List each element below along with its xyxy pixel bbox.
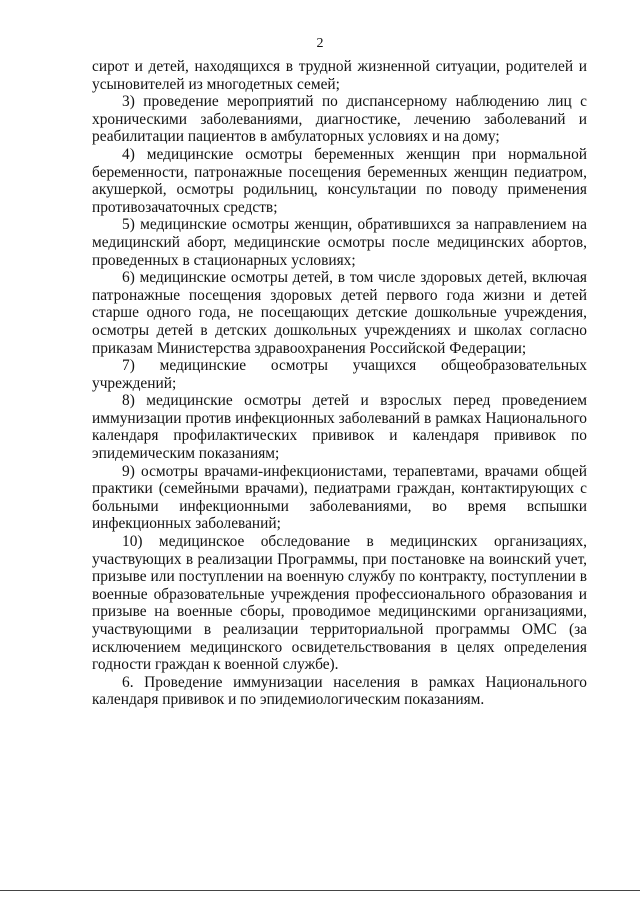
bottom-divider xyxy=(0,890,640,891)
paragraph-item-9: 9) осмотры врачами-инфекционистами, терапевтами, врачами общей практики (семейными врачами), педиатрами граждан, контактирующих с больными инфекционными заболеваниями, во время вспышки инфекционных заболеваний; xyxy=(92,462,587,533)
document-body xyxy=(92,58,587,709)
paragraph-item-6: 6) медицинские осмотры детей, в том числе здоровых детей, включая патронажные посещения здоровых детей первого года жизни и детей старше одного года, не посещающих детские дошкольные учреждения, осмотры детей в детских дошкольных учреждениях и школах согласно приказам Министерства здравоохранения Российской Федерации; xyxy=(92,269,587,357)
paragraph-item-10: 10) медицинское обследование в медицинских организациях, участвующих в реализации Программы, при постановке на воинский учет, призыве или поступлении на военную службу по контракту, поступлении в военные образовательные учреждения профессионального образования и призыве на военные сборы, проводимое медицинскими организациями, участвующими в реализации территориальной программы ОМС (за исключением медицинского освидетельствования в целях определения годности граждан к военной службе). xyxy=(92,533,587,674)
page-number: 2 xyxy=(316,36,324,51)
paragraph-continuation: сирот и детей, находящихся в трудной жизненной ситуации, родителей и усыновителей из многодетных семей; xyxy=(92,58,587,93)
paragraph-item-7: 7) медицинские осмотры учащихся общеобразовательных учреждений; xyxy=(92,357,587,392)
paragraph-item-3: 3) проведение мероприятий по диспансерному наблюдению лиц с хроническими заболеваниями, диагностике, лечению заболеваний и реабилитации пациентов в амбулаторных условиях и на дому; xyxy=(92,93,587,146)
paragraph-item-5: 5) медицинские осмотры женщин, обратившихся за направлением на медицинский аборт, медицинские осмотры после медицинских абортов, проведенных в стационарных условиях; xyxy=(92,216,587,269)
paragraph-item-8: 8) медицинские осмотры детей и взрослых перед проведением иммунизации против инфекционных заболеваний в рамках Национального календаря профилактических прививок и календаря прививок по эпидемическим показаниям; xyxy=(92,392,587,463)
paragraph-section-6: 6. Проведение иммунизации населения в рамках Национального календаря прививок и по эпидемиологическим показаниям. xyxy=(92,673,587,709)
paragraph-item-4: 4) медицинские осмотры беременных женщин при нормальной беременности, патронажные посещения беременных женщин педиатром, акушеркой, осмотры родильниц, консультации по поводу применения противозачаточных средств; xyxy=(92,145,587,216)
